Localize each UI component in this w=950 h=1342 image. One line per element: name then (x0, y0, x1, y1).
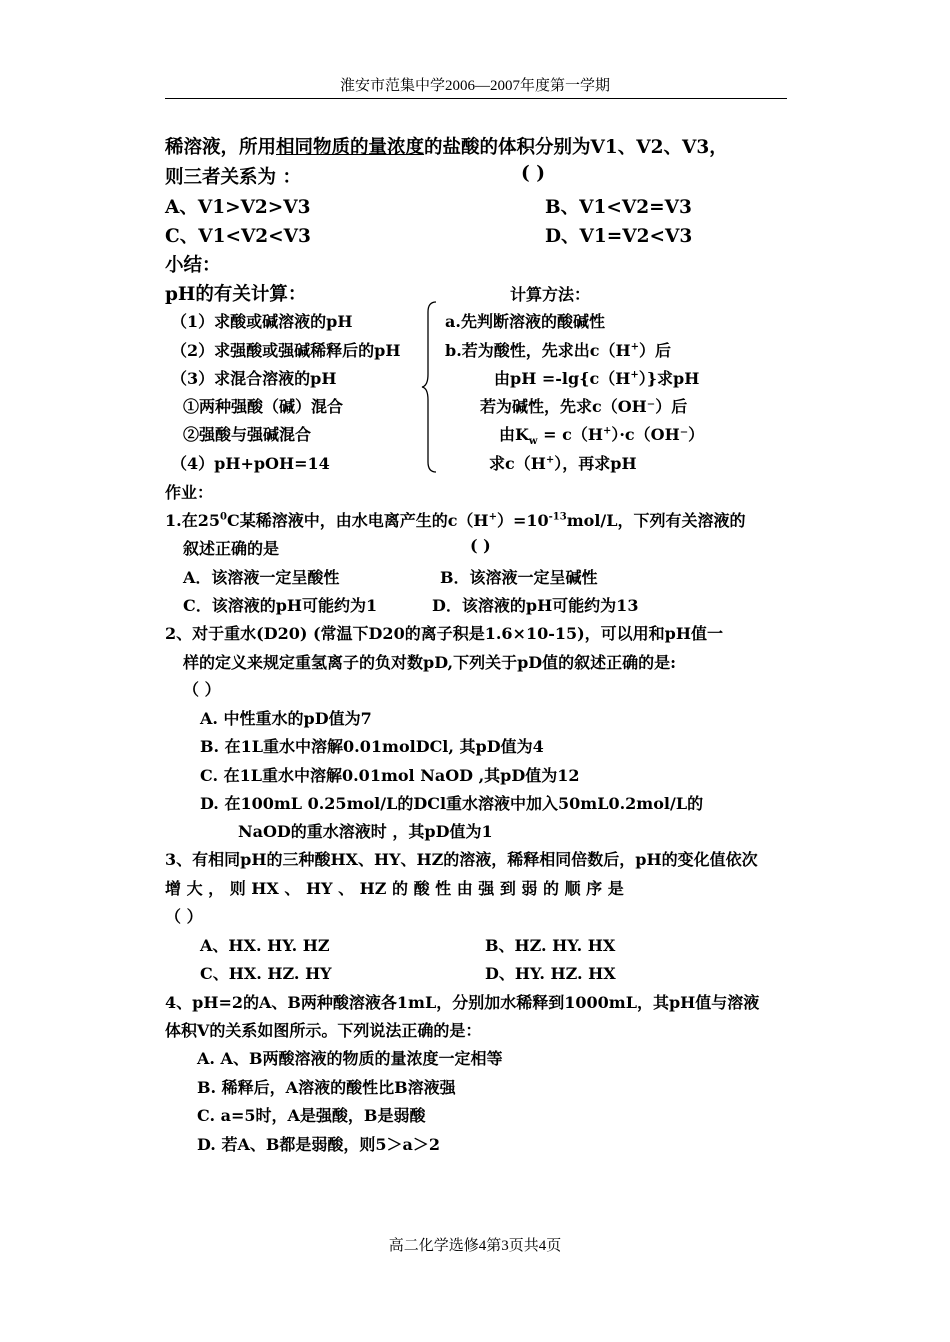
q3-answer-bracket: （ ） (165, 907, 203, 926)
superscript: + (630, 341, 640, 353)
text-segment: 由K (499, 425, 529, 444)
q2-option-d-line1: D. 在100mL 0.25mol/L的DCl重水溶液中加入50mL0.2mol/L的 (200, 794, 704, 813)
q2-option-a: A. 中性重水的pD值为7 (200, 709, 372, 728)
calc-item-4: （4）pH+pOH=14 (171, 454, 330, 473)
q3-stem-line2: 增 大 ， 则 HX 、 HY 、 HZ 的 酸 性 由 强 到 弱 的 顺 序 是 (165, 879, 624, 898)
q4-stem-line1: 4、pH=2的A、B两种酸溶液各1mL，分别加水稀释到1000mL，其pH值与溶液 (165, 993, 760, 1012)
q1-stem-line1 (165, 508, 746, 531)
underlined-text: 相同物质的量浓度 (276, 137, 425, 158)
text-segment: 的盐酸的体积分别为V1、V2、V3， (424, 137, 728, 158)
q3-option-d: D、HY. HZ. HX (485, 964, 616, 983)
text-segment: 稀溶液，所用 (165, 137, 277, 158)
curly-brace-icon (420, 300, 444, 474)
superscript: + (602, 425, 612, 437)
q4-stem-line2: 体积V的关系如图所示。下列说法正确的是： (165, 1021, 482, 1040)
header-rule (165, 98, 787, 99)
q1-option-b: B．该溶液一定呈碱性 (440, 568, 598, 587)
q4-option-c: C. a=5时，A是强酸，B是弱酸 (197, 1106, 426, 1125)
answer-bracket: ( ) (521, 163, 545, 184)
option-b: B、V1<V2=V3 (545, 197, 692, 218)
text-segment: ）=10 (496, 511, 549, 530)
q3-stem-line1: 3、有相同pH的三种酸HX、HY、HZ的溶液，稀释相同倍数后，pH的变化值依次 (165, 850, 758, 869)
text-segment: ）后 (639, 341, 672, 360)
method-basic: 若为碱性，先求c（OH⁻）后 (480, 397, 688, 416)
text-segment: 由pH =-lg{c（H (494, 369, 631, 388)
page-header: 淮安市范集中学2006—2007年度第一学期 (339, 78, 610, 94)
q2-stem-line1: 2、对于重水(D20) (常温下D20的离子积是1.6×10-15)，可以用和pH值一 (165, 624, 723, 643)
q4-option-a: A. A、B两酸溶液的物质的量浓度一定相等 (197, 1049, 503, 1068)
method-final (489, 451, 637, 474)
q2-stem-line2: 样的定义来规定重氢离子的负对数pD,下列关于pD值的叙述正确的是: (183, 653, 677, 672)
text-segment: b.若为酸性，先求出c（H (445, 341, 631, 360)
text-segment: ）}求pH (638, 369, 700, 388)
q3-option-c: C、HX. HZ. HY (200, 964, 332, 983)
question-line2: 则三者关系为 ： (165, 167, 301, 188)
summary-heading: 小结： (165, 255, 221, 276)
superscript: -13 (548, 511, 567, 523)
option-a: A、V1>V2>V3 (165, 197, 311, 218)
text-segment: 求c（H (489, 454, 546, 473)
superscript: + (630, 369, 639, 381)
q2-option-b: B. 在1L重水中溶解0.01molDCl, 其pD值为4 (200, 737, 544, 756)
method-kw-formula (499, 422, 704, 447)
ph-calc-heading: pH的有关计算： (165, 284, 307, 305)
q1-option-d: D．该溶液的pH可能约为13 (432, 596, 639, 615)
superscript: + (488, 511, 497, 523)
text-segment: = c（H (537, 425, 603, 444)
q1-answer-bracket: ( ) (470, 536, 491, 555)
calc-item-1: （1）求酸或碱溶液的pH (171, 312, 353, 331)
calc-item-3: （3）求混合溶液的pH (171, 369, 337, 388)
calc-item-3b: ②强酸与强碱混合 (183, 425, 312, 444)
text-segment: 1.在25 (165, 511, 220, 530)
calc-item-2: （2）求强酸或强碱稀释后的pH (171, 341, 401, 360)
option-d: D、V1=V2<V3 (545, 226, 693, 247)
q2-answer-bracket: （ ） (183, 680, 221, 699)
q1-stem-line2: 叙述正确的是 (183, 539, 280, 558)
q3-option-a: A、HX. HY. HZ (200, 936, 330, 955)
q2-option-d-line2: NaOD的重水溶液时 ，其pD值为1 (238, 822, 493, 841)
page-footer: 高二化学选修4第3页共4页 (388, 1238, 562, 1254)
method-step-a: a.先判断溶液的酸碱性 (445, 312, 605, 331)
subscript: w (528, 436, 538, 448)
homework-heading: 作业： (165, 483, 214, 502)
method-heading: 计算方法： (510, 285, 591, 304)
q1-option-a: A．该溶液一定呈酸性 (183, 568, 340, 587)
text-segment: C某稀溶液中，由水电离产生的c（H (226, 511, 489, 530)
q2-option-c: C. 在1L重水中溶解0.01mol NaOD ,其pD值为12 (200, 766, 580, 785)
method-ph-formula (494, 366, 699, 389)
text-segment: ）·c（OH⁻） (611, 425, 705, 444)
q1-option-c: C．该溶液的pH可能约为1 (183, 596, 378, 615)
q3-option-b: B、HZ. HY. HX (485, 936, 616, 955)
question-continuation-line1 (165, 133, 728, 159)
option-c: C、V1<V2<V3 (165, 226, 311, 247)
superscript: + (545, 454, 555, 466)
superscript: 0 (219, 511, 227, 523)
method-step-b (445, 338, 671, 361)
calc-item-3a: ①两种强酸（碱）混合 (183, 397, 344, 416)
q4-option-d: D. 若A、B都是弱酸，则5＞a＞2 (197, 1135, 441, 1154)
text-segment: mol/L，下列有关溶液的 (566, 511, 746, 530)
q4-option-b: B. 稀释后，A溶液的酸性比B溶液强 (197, 1078, 456, 1097)
text-segment: ），再求pH (554, 454, 637, 473)
